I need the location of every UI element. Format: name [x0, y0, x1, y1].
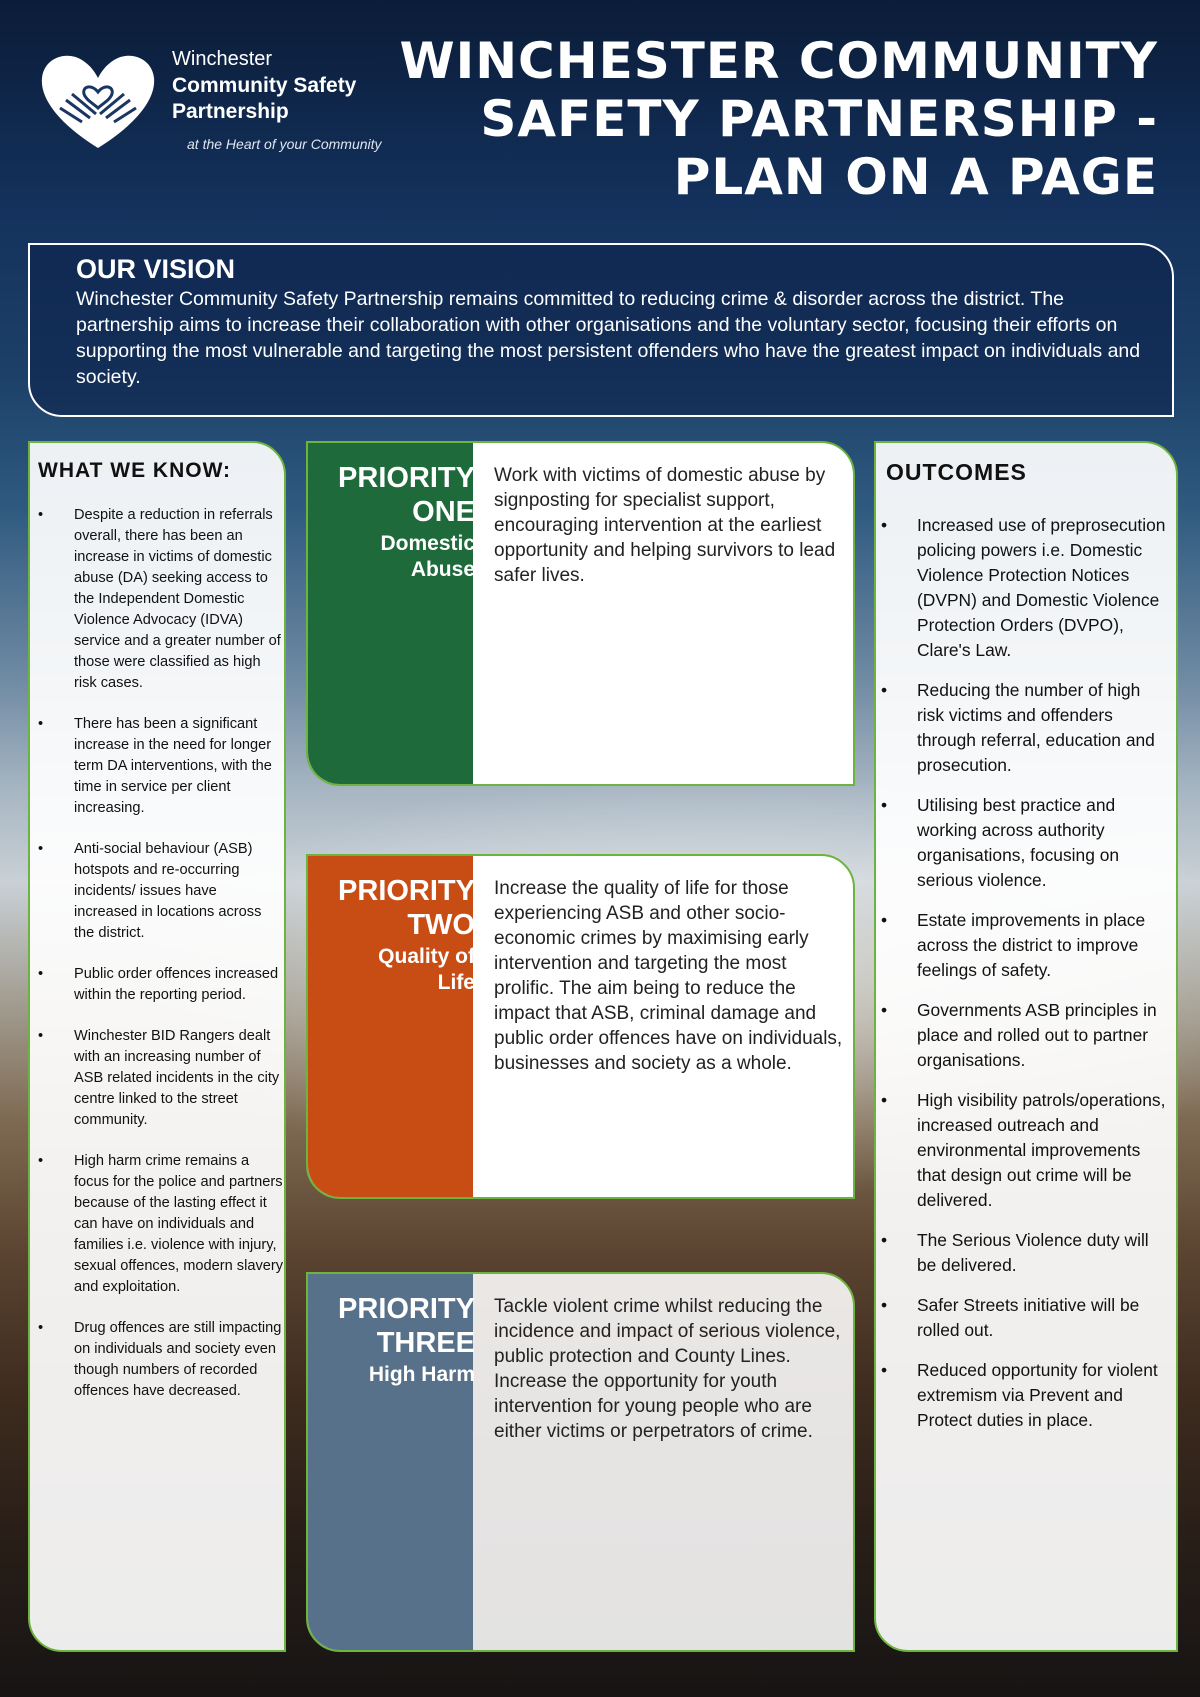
priority-two-name-line1: Quality of [378, 945, 475, 968]
org-tagline: at the Heart of your Community [187, 136, 382, 152]
page-title-line2: SAFETY PARTNERSHIP - [480, 90, 1158, 148]
priority-one-card [306, 441, 855, 786]
priority-one-band [308, 443, 473, 784]
list-item: • Anti-social behaviour (ASB) hotspots and re-occurring incidents/ issues have increased in locations across the district. [74, 839, 284, 944]
list-item: • Safer Streets initiative will be rolled out. [917, 1293, 1167, 1343]
org-name-line2: Community Safety [172, 74, 357, 97]
list-item: • High harm crime remains a focus for the police and partners because of the lasting effect it can have on individuals and families i.e. violence with injury, sexual offences, modern slavery and exploitation. [74, 1151, 284, 1298]
priority-one-name-line2: Abuse [410, 558, 475, 581]
priority-three-card [306, 1272, 855, 1652]
page-title [398, 32, 1158, 206]
outcomes-heading: OUTCOMES [886, 459, 1027, 485]
list-item: • Drug offences are still impacting on individuals and society even though numbers of recorded offences have decreased. [74, 1318, 284, 1402]
list-item: • Despite a reduction in referrals overall, there has been an increase in victims of domestic abuse (DA) seeking access to the Independent Domestic Violence Advocacy (IDVA) service and a greater number of those were classified as high risk cases. [74, 505, 284, 694]
priority-three-word: PRIORITY [338, 1293, 475, 1325]
priority-two-band [308, 856, 473, 1197]
priority-three-band [308, 1274, 473, 1650]
list-item: • Public order offences increased within the reporting period. [74, 964, 284, 1006]
priority-two-name-line2: Life [437, 971, 475, 994]
list-item: • Utilising best practice and working across authority organisations, focusing on serious violence. [917, 793, 1167, 893]
priority-three-text: Tackle violent crime whilst reducing the incidence and impact of serious violence, public protection and County Lines. Increase the opportunity for youth intervention for young people who are either victims or perpetrators of crime. [494, 1296, 841, 1442]
priority-two-card [306, 854, 855, 1199]
priority-three-number: THREE [376, 1327, 475, 1359]
what-we-know-heading: WHAT WE KNOW: [38, 459, 232, 482]
list-item: • Increased use of preprosecution policing powers i.e. Domestic Violence Protection Notices (DVPN) and Domestic Violence Protection Orders (DVPO), Clare's Law. [917, 513, 1167, 663]
partnership-logo [38, 48, 158, 153]
priority-one-word: PRIORITY [338, 462, 475, 494]
priority-two-number: TWO [407, 909, 475, 941]
what-we-know-list [74, 505, 284, 1422]
org-name-line1: Winchester [172, 48, 273, 70]
list-item: • Reduced opportunity for violent extremism via Prevent and Protect duties in place. [917, 1358, 1167, 1433]
priority-three-name-line1: High Harm [368, 1363, 475, 1386]
priority-one-name-line1: Domestic [380, 532, 475, 555]
list-item: • Winchester BID Rangers dealt with an increasing number of ASB related incidents in the city centre linked to the street community. [74, 1026, 284, 1131]
list-item: • Estate improvements in place across the district to improve feelings of safety. [917, 908, 1167, 983]
priority-one-text: Work with victims of domestic abuse by signposting for specialist support, encouraging intervention at the earliest opportunity and helping survivors to lead safer lives. [494, 465, 836, 586]
list-item: • Reducing the number of high risk victims and offenders through referral, education and prosecution. [917, 678, 1167, 778]
priority-two-text: Increase the quality of life for those experiencing ASB and other socio-economic crimes by maximising early intervention and targeting the most prolific. The aim being to reduce the impact that ASB, criminal damage and public order offences have on individuals, businesses and society as a whole. [494, 878, 843, 1074]
list-item: • There has been a significant increase in the need for longer term DA interventions, with the time in service per client increasing. [74, 714, 284, 819]
list-item: • Governments ASB principles in place and rolled out to partner organisations. [917, 998, 1167, 1073]
list-item: • The Serious Violence duty will be delivered. [917, 1228, 1167, 1278]
priority-one-number: ONE [412, 496, 475, 528]
list-item: • High visibility patrols/operations, increased outreach and environmental improvements that design out crime will be delivered. [917, 1088, 1167, 1213]
org-name-line3: Partnership [172, 100, 289, 123]
outcomes-list [917, 513, 1167, 1448]
page-title-line3: PLAN ON A PAGE [673, 148, 1158, 206]
vision-text: Winchester Community Safety Partnership remains committed to reducing crime & disorder across the district. The partnership aims to increase their collaboration with other organisations and the voluntary sector, focusing their efforts on supporting the most vulnerable and targeting the most persistent offenders who have the greatest impact on individuals and society. [76, 288, 1141, 388]
page-title-line1: WINCHESTER COMMUNITY [399, 32, 1158, 90]
priority-two-word: PRIORITY [338, 875, 475, 907]
vision-heading: OUR VISION [76, 254, 236, 284]
